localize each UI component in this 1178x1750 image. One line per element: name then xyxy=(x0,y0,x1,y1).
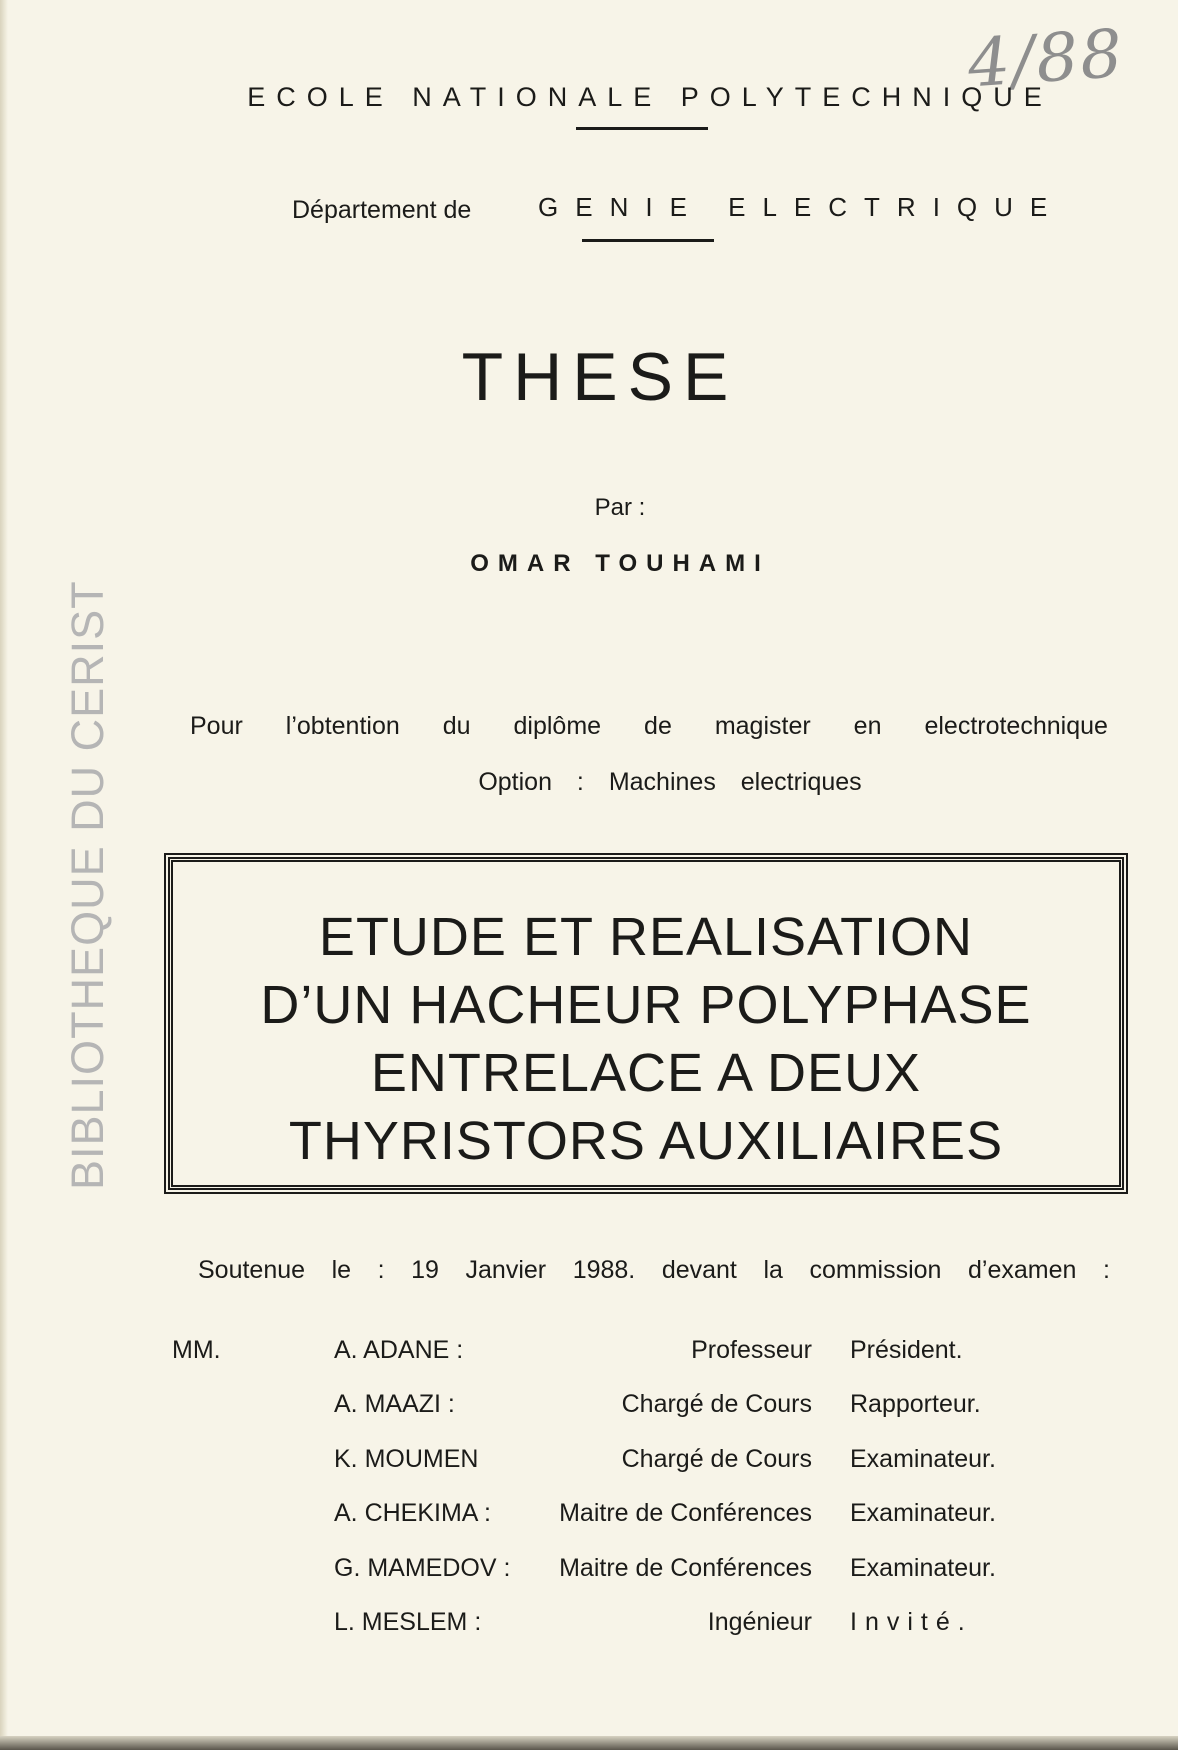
jury-member-role: Examinateur. xyxy=(850,1499,996,1528)
jury-member-name: A. ADANE : xyxy=(334,1336,464,1364)
jury-member-rank: Professeur xyxy=(691,1336,812,1364)
school-name: ECOLE NATIONALE POLYTECHNIQUE xyxy=(247,82,1053,112)
jury-row xyxy=(330,1328,1050,1382)
title-line-1: ETUDE ET REALISATION xyxy=(318,907,974,967)
purpose-word: en xyxy=(853,712,882,740)
jury-member-role: Examinateur. xyxy=(850,1444,996,1473)
jury-member-name: L. MESLEM : xyxy=(334,1607,482,1636)
jury-member-rank: Chargé de Cours xyxy=(621,1390,812,1419)
jury-member-role: Rapporteur. xyxy=(850,1390,981,1419)
thesis-title-frame xyxy=(168,857,1124,1190)
page-bottom-edge xyxy=(0,1736,1178,1750)
purpose-word: electrotechnique xyxy=(924,712,1108,740)
jury-row xyxy=(330,1600,1050,1654)
defense-date-line xyxy=(198,1256,1110,1290)
jury-member-name: G. MAMEDOV : xyxy=(334,1553,511,1582)
jury-row xyxy=(330,1546,1050,1600)
title-line-3: ENTRELACE A DEUX xyxy=(370,1043,922,1103)
department-name: GENIE ELECTRIQUE xyxy=(538,192,1065,222)
defense-word: devant xyxy=(661,1256,737,1284)
purpose-word: l’obtention xyxy=(285,712,400,740)
document-type: THESE xyxy=(461,339,739,415)
purpose-word: magister xyxy=(714,712,811,740)
purpose-word: de xyxy=(644,712,672,740)
jury-member-name: A. CHEKIMA : xyxy=(334,1499,491,1528)
purpose-word: Pour xyxy=(190,712,243,740)
jury-member-name: K. MOUMEN xyxy=(334,1444,479,1473)
title-line-2: D’UN HACHEUR POLYPHASE xyxy=(260,975,1032,1035)
defense-word: : xyxy=(377,1256,385,1284)
department-underline xyxy=(582,239,714,242)
defense-word: 19 xyxy=(411,1256,439,1284)
library-stamp: BIBLIOTHEQUE DU CERIST xyxy=(62,580,113,1190)
defense-word: : xyxy=(1102,1256,1110,1284)
jury-member-name: A. MAAZI : xyxy=(334,1390,455,1419)
title-line-4: THYRISTORS AUXILIAIRES xyxy=(288,1111,1004,1171)
defense-word: Janvier xyxy=(465,1256,547,1284)
purpose-word: diplôme xyxy=(513,712,602,740)
handwritten-catalog-number: 4/88 xyxy=(965,14,1127,103)
jury-member-rank: Ingénieur xyxy=(707,1607,812,1636)
defense-word: d’examen xyxy=(968,1256,1077,1284)
degree-purpose-line xyxy=(190,712,1108,746)
jury-prefix: MM. xyxy=(172,1336,221,1364)
jury-member-role: Président. xyxy=(850,1336,963,1364)
purpose-word: du xyxy=(442,712,471,740)
author-name: OMAR TOUHAMI xyxy=(470,550,770,577)
jury-row xyxy=(330,1382,1050,1436)
jury-row xyxy=(330,1491,1050,1545)
jury-member-role: Examinateur. xyxy=(850,1553,996,1582)
defense-word: Soutenue xyxy=(198,1256,306,1284)
specialty-option: Option : Machines electriques xyxy=(478,768,862,796)
jury-list xyxy=(330,1328,1050,1658)
school-underline xyxy=(576,127,708,130)
jury-member-role: Invité. xyxy=(850,1607,973,1636)
defense-word: 1988. xyxy=(572,1256,636,1284)
jury-member-rank: Maitre de Conférences xyxy=(559,1499,812,1528)
department-label: Département de xyxy=(292,196,472,224)
jury-member-rank: Chargé de Cours xyxy=(621,1444,812,1473)
page-left-edge xyxy=(0,0,8,1750)
jury-member-rank: Maitre de Conférences xyxy=(559,1553,812,1582)
defense-word: commission xyxy=(809,1256,942,1284)
defense-word: le xyxy=(331,1256,352,1284)
defense-word: la xyxy=(763,1256,783,1284)
jury-row xyxy=(330,1437,1050,1491)
by-label: Par : xyxy=(594,494,646,521)
